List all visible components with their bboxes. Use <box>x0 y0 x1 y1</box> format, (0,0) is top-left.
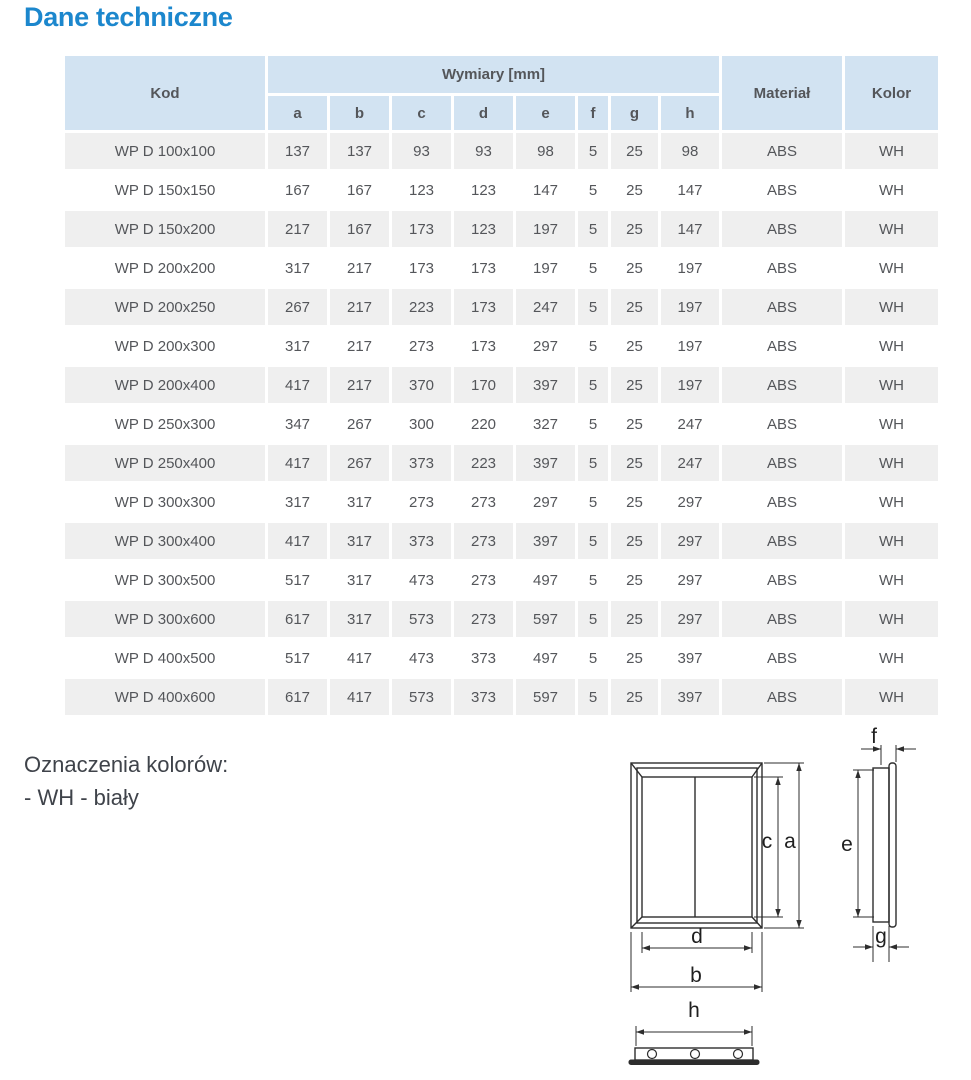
dim-e-cell: 247 <box>516 289 575 325</box>
material-cell: ABS <box>722 562 842 598</box>
dim-c-cell: 273 <box>392 328 451 364</box>
table-row <box>65 250 938 286</box>
dim-c-cell: 473 <box>392 640 451 676</box>
dim-a-cell: 417 <box>268 367 327 403</box>
dim-f-cell: 5 <box>578 250 608 286</box>
kod-cell: WP D 250x400 <box>65 445 265 481</box>
dim-a-cell: 517 <box>268 640 327 676</box>
dim-a-cell: 217 <box>268 211 327 247</box>
kod-cell: WP D 200x400 <box>65 367 265 403</box>
dim-e-cell: 98 <box>516 133 575 169</box>
kod-cell: WP D 250x300 <box>65 406 265 442</box>
wymiary-header: Wymiary [mm] <box>268 56 719 93</box>
kod-cell: WP D 300x400 <box>65 523 265 559</box>
dim-h-cell: 197 <box>661 250 719 286</box>
dim-c-cell: 93 <box>392 133 451 169</box>
table-row <box>65 328 938 364</box>
dim-b-cell: 317 <box>330 484 389 520</box>
dim-g-cell: 25 <box>611 367 658 403</box>
dim-b-cell: 267 <box>330 445 389 481</box>
table-row <box>65 640 938 676</box>
kod-cell: WP D 400x500 <box>65 640 265 676</box>
dim-label-g: g <box>875 925 887 948</box>
dim-b-cell: 217 <box>330 328 389 364</box>
dim-g-cell: 25 <box>611 445 658 481</box>
dim-g-cell: 25 <box>611 562 658 598</box>
dim-h-cell: 247 <box>661 445 719 481</box>
dim-b-cell: 217 <box>330 289 389 325</box>
dim-h-cell: 147 <box>661 211 719 247</box>
dim-e-cell: 597 <box>516 679 575 715</box>
dim-c-cell: 573 <box>392 601 451 637</box>
kolor-cell: WH <box>845 367 938 403</box>
dim-d-cell: 373 <box>454 640 513 676</box>
dim-h-cell: 197 <box>661 328 719 364</box>
dim-e-cell: 597 <box>516 601 575 637</box>
technical-data-table-wrap <box>62 53 941 718</box>
dim-c-cell: 573 <box>392 679 451 715</box>
dim-f-cell: 5 <box>578 211 608 247</box>
dim-b-cell: 167 <box>330 172 389 208</box>
table-body <box>65 133 938 715</box>
material-cell: ABS <box>722 172 842 208</box>
dim-header-a: a <box>268 96 327 130</box>
dim-g-cell: 25 <box>611 601 658 637</box>
kolor-cell: WH <box>845 289 938 325</box>
kod-cell: WP D 200x250 <box>65 289 265 325</box>
dim-f-cell: 5 <box>578 679 608 715</box>
material-cell: ABS <box>722 406 842 442</box>
material-cell: ABS <box>722 367 842 403</box>
dim-d-cell: 273 <box>454 601 513 637</box>
material-cell: ABS <box>722 445 842 481</box>
dim-d-cell: 123 <box>454 172 513 208</box>
kolor-cell: WH <box>845 445 938 481</box>
material-cell: ABS <box>722 250 842 286</box>
kod-cell: WP D 200x200 <box>65 250 265 286</box>
dim-b-cell: 317 <box>330 601 389 637</box>
material-cell: ABS <box>722 328 842 364</box>
dim-h-cell: 297 <box>661 601 719 637</box>
dim-a-cell: 267 <box>268 289 327 325</box>
legend-item-wh: - WH - biały <box>24 785 139 810</box>
dim-h-cell: 297 <box>661 523 719 559</box>
dim-a-cell: 317 <box>268 328 327 364</box>
dim-b-cell: 417 <box>330 679 389 715</box>
kolor-cell: WH <box>845 562 938 598</box>
color-legend <box>24 748 228 814</box>
dim-d-cell: 123 <box>454 211 513 247</box>
dim-c-cell: 173 <box>392 250 451 286</box>
dim-h-cell: 98 <box>661 133 719 169</box>
material-cell: ABS <box>722 133 842 169</box>
dim-f-cell: 5 <box>578 601 608 637</box>
material-cell: ABS <box>722 679 842 715</box>
table-row <box>65 523 938 559</box>
dim-b-cell: 167 <box>330 211 389 247</box>
dim-e-cell: 327 <box>516 406 575 442</box>
dim-c-cell: 123 <box>392 172 451 208</box>
table-row <box>65 367 938 403</box>
dim-a-cell: 417 <box>268 523 327 559</box>
dim-f-cell: 5 <box>578 289 608 325</box>
dim-label-d: d <box>691 925 703 948</box>
table-row <box>65 133 938 169</box>
dim-a-cell: 317 <box>268 484 327 520</box>
dim-h-cell: 397 <box>661 679 719 715</box>
dim-c-cell: 300 <box>392 406 451 442</box>
dim-g-cell: 25 <box>611 640 658 676</box>
dim-h-cell: 397 <box>661 640 719 676</box>
dim-e-cell: 397 <box>516 367 575 403</box>
dim-a-cell: 347 <box>268 406 327 442</box>
bottom-view <box>629 999 759 1065</box>
dim-h-cell: 197 <box>661 367 719 403</box>
side-view <box>841 725 916 962</box>
dim-g-cell: 25 <box>611 328 658 364</box>
kolor-cell: WH <box>845 211 938 247</box>
dim-c-cell: 273 <box>392 484 451 520</box>
dim-f-cell: 5 <box>578 328 608 364</box>
dim-e-cell: 197 <box>516 211 575 247</box>
dim-label-f: f <box>871 725 877 748</box>
dim-g-cell: 25 <box>611 250 658 286</box>
material-cell: ABS <box>722 211 842 247</box>
kod-cell: WP D 200x300 <box>65 328 265 364</box>
dim-g-cell: 25 <box>611 172 658 208</box>
dim-e-cell: 197 <box>516 250 575 286</box>
kod-cell: WP D 150x200 <box>65 211 265 247</box>
kod-cell: WP D 300x500 <box>65 562 265 598</box>
dim-c-cell: 473 <box>392 562 451 598</box>
material-cell: ABS <box>722 484 842 520</box>
table-row <box>65 562 938 598</box>
dim-e-cell: 397 <box>516 445 575 481</box>
kolor-cell: WH <box>845 172 938 208</box>
kolor-cell: WH <box>845 484 938 520</box>
kolor-cell: WH <box>845 133 938 169</box>
kod-cell: WP D 400x600 <box>65 679 265 715</box>
dim-e-cell: 497 <box>516 640 575 676</box>
kod-cell: WP D 300x600 <box>65 601 265 637</box>
dim-c-cell: 173 <box>392 211 451 247</box>
dim-b-cell: 317 <box>330 562 389 598</box>
dim-a-cell: 617 <box>268 679 327 715</box>
dim-g-cell: 25 <box>611 523 658 559</box>
dim-h-cell: 147 <box>661 172 719 208</box>
table-row <box>65 211 938 247</box>
page-title: Dane techniczne <box>24 2 233 32</box>
dim-b-cell: 317 <box>330 523 389 559</box>
front-view <box>631 763 804 992</box>
kolor-cell: WH <box>845 328 938 364</box>
dim-f-cell: 5 <box>578 640 608 676</box>
dim-a-cell: 317 <box>268 250 327 286</box>
material-cell: ABS <box>722 289 842 325</box>
dim-label-c: c <box>761 830 773 853</box>
dim-f-cell: 5 <box>578 133 608 169</box>
dim-g-cell: 25 <box>611 133 658 169</box>
table-row <box>65 406 938 442</box>
dim-b-cell: 217 <box>330 250 389 286</box>
kolor-cell: WH <box>845 523 938 559</box>
dim-h-cell: 247 <box>661 406 719 442</box>
dim-header-h: h <box>661 96 719 130</box>
dim-label-h: h <box>688 999 700 1022</box>
dim-label-b: b <box>690 964 702 987</box>
dim-g-cell: 25 <box>611 406 658 442</box>
table-row <box>65 484 938 520</box>
dim-a-cell: 517 <box>268 562 327 598</box>
dim-d-cell: 173 <box>454 250 513 286</box>
kolor-cell: WH <box>845 406 938 442</box>
dim-header-d: d <box>454 96 513 130</box>
dim-e-cell: 297 <box>516 328 575 364</box>
dim-label-a: a <box>784 830 796 853</box>
dim-b-cell: 217 <box>330 367 389 403</box>
table-row <box>65 289 938 325</box>
kolor-cell: WH <box>845 640 938 676</box>
table-row <box>65 172 938 208</box>
dim-d-cell: 223 <box>454 445 513 481</box>
material-cell: ABS <box>722 640 842 676</box>
dim-header-c: c <box>392 96 451 130</box>
dim-b-cell: 417 <box>330 640 389 676</box>
dim-header-e: e <box>516 96 575 130</box>
dim-e-cell: 147 <box>516 172 575 208</box>
dim-e-cell: 397 <box>516 523 575 559</box>
dim-d-cell: 273 <box>454 562 513 598</box>
dim-label-e: e <box>841 833 853 856</box>
dim-f-cell: 5 <box>578 562 608 598</box>
kod-header: Kod <box>65 56 265 130</box>
dim-a-cell: 617 <box>268 601 327 637</box>
dim-header-f: f <box>578 96 608 130</box>
dim-a-cell: 167 <box>268 172 327 208</box>
dim-f-cell: 5 <box>578 367 608 403</box>
dim-f-cell: 5 <box>578 484 608 520</box>
kod-cell: WP D 300x300 <box>65 484 265 520</box>
kolor-cell: WH <box>845 250 938 286</box>
dim-d-cell: 220 <box>454 406 513 442</box>
material-header: Materiał <box>722 56 842 130</box>
dim-d-cell: 170 <box>454 367 513 403</box>
dim-e-cell: 497 <box>516 562 575 598</box>
technical-drawing <box>602 710 971 1080</box>
dim-d-cell: 173 <box>454 328 513 364</box>
dim-f-cell: 5 <box>578 172 608 208</box>
kod-cell: WP D 150x150 <box>65 172 265 208</box>
dim-b-cell: 267 <box>330 406 389 442</box>
kolor-cell: WH <box>845 601 938 637</box>
table-row <box>65 601 938 637</box>
dim-d-cell: 173 <box>454 289 513 325</box>
dim-a-cell: 137 <box>268 133 327 169</box>
dim-b-cell: 137 <box>330 133 389 169</box>
dim-f-cell: 5 <box>578 523 608 559</box>
dim-c-cell: 370 <box>392 367 451 403</box>
dim-f-cell: 5 <box>578 406 608 442</box>
kolor-header: Kolor <box>845 56 938 130</box>
dim-d-cell: 373 <box>454 679 513 715</box>
dim-d-cell: 93 <box>454 133 513 169</box>
dim-c-cell: 373 <box>392 445 451 481</box>
material-cell: ABS <box>722 601 842 637</box>
dim-c-cell: 373 <box>392 523 451 559</box>
dim-header-b: b <box>330 96 389 130</box>
dim-e-cell: 297 <box>516 484 575 520</box>
dim-f-cell: 5 <box>578 445 608 481</box>
technical-data-table <box>62 53 941 718</box>
dim-c-cell: 223 <box>392 289 451 325</box>
dim-header-g: g <box>611 96 658 130</box>
dim-d-cell: 273 <box>454 523 513 559</box>
dim-d-cell: 273 <box>454 484 513 520</box>
kod-cell: WP D 100x100 <box>65 133 265 169</box>
dim-g-cell: 25 <box>611 289 658 325</box>
dim-h-cell: 197 <box>661 289 719 325</box>
dim-g-cell: 25 <box>611 211 658 247</box>
legend-title: Oznaczenia kolorów: <box>24 752 229 777</box>
dim-h-cell: 297 <box>661 484 719 520</box>
table-row <box>65 445 938 481</box>
dim-g-cell: 25 <box>611 484 658 520</box>
dim-g-cell: 25 <box>611 679 658 715</box>
dim-a-cell: 417 <box>268 445 327 481</box>
dim-h-cell: 297 <box>661 562 719 598</box>
kolor-cell: WH <box>845 679 938 715</box>
material-cell: ABS <box>722 523 842 559</box>
